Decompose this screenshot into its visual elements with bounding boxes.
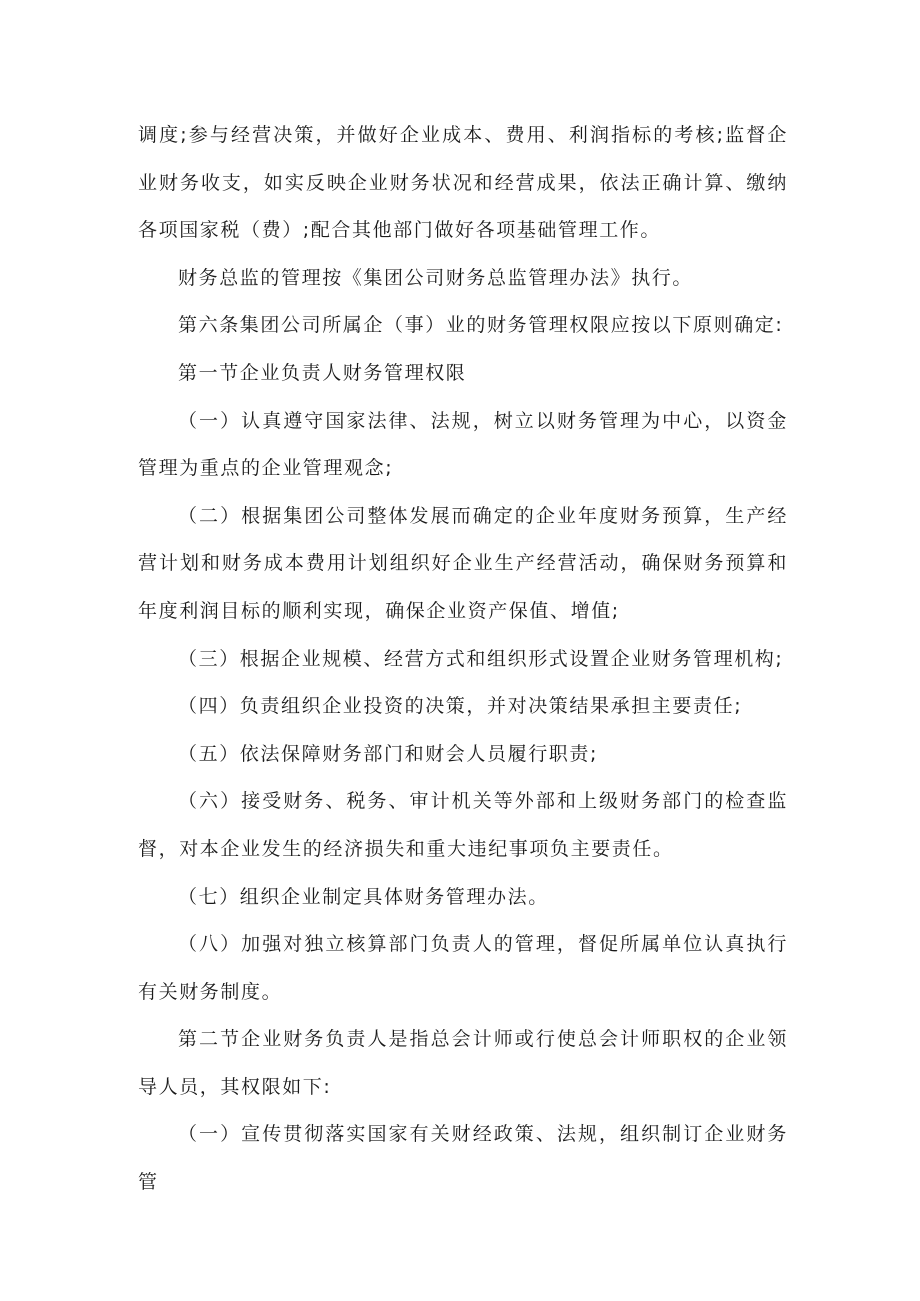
list-item-1: （一）认真遵守国家法律、法规，树立以财务管理为中心，以资金管理为重点的企业管理观念; [138,409,788,480]
list-item-2: （二）根据集团公司整体发展而确定的企业年度财务预算，生产经营计划和财务成本费用计划组织好企业生产经营活动，确保财务预算和年度利润目标的顺利实现，确保企业资产保值、增值; [138,504,788,622]
list-item-8: （八）加强对独立核算部门负责人的管理，督促所属单位认真执行有关财务制度。 [138,933,788,1003]
section-one-heading: 第一节企业负责人财务管理权限 [178,361,467,384]
list-item-3: （三）根据企业规模、经营方式和组织形式设置企业财务管理机构; [178,647,784,670]
paragraph-continuation: 调度;参与经营决策，并做好企业成本、费用、利润指标的考核;监督企业财务收支，如实反映企业财务状况和经营成果，依法正确计算、缴纳各项国家税（费）;配合其他部门做好各项基础管理工作。 [138,124,788,242]
list-item-5: （五）依法保障财务部门和财会人员履行职责; [178,742,599,765]
list-item-4: （四）负责组织企业投资的决策，并对决策结果承担主要责任; [178,695,743,718]
list-item-7: （七）组织企业制定具体财务管理办法。 [178,885,549,908]
document-body [138,112,788,1207]
paragraph-cfo-management: 财务总监的管理按《集团公司财务总监管理办法》执行。 [178,266,694,289]
list-item-6: （六）接受财务、税务、审计机关等外部和上级财务部门的检查监督，对本企业发生的经济损失和重大违纪事项负主要责任。 [138,790,788,860]
article-six: 第六条集团公司所属企（事）业的财务管理权限应按以下原则确定: [178,314,784,337]
section-two-item-1: （一）宣传贯彻落实国家有关财经政策、法规，组织制订企业财务管 [138,1123,788,1194]
section-two-heading: 第二节企业财务负责人是指总会计师或行使总会计师职权的企业领导人员，其权限如下: [138,1028,788,1098]
